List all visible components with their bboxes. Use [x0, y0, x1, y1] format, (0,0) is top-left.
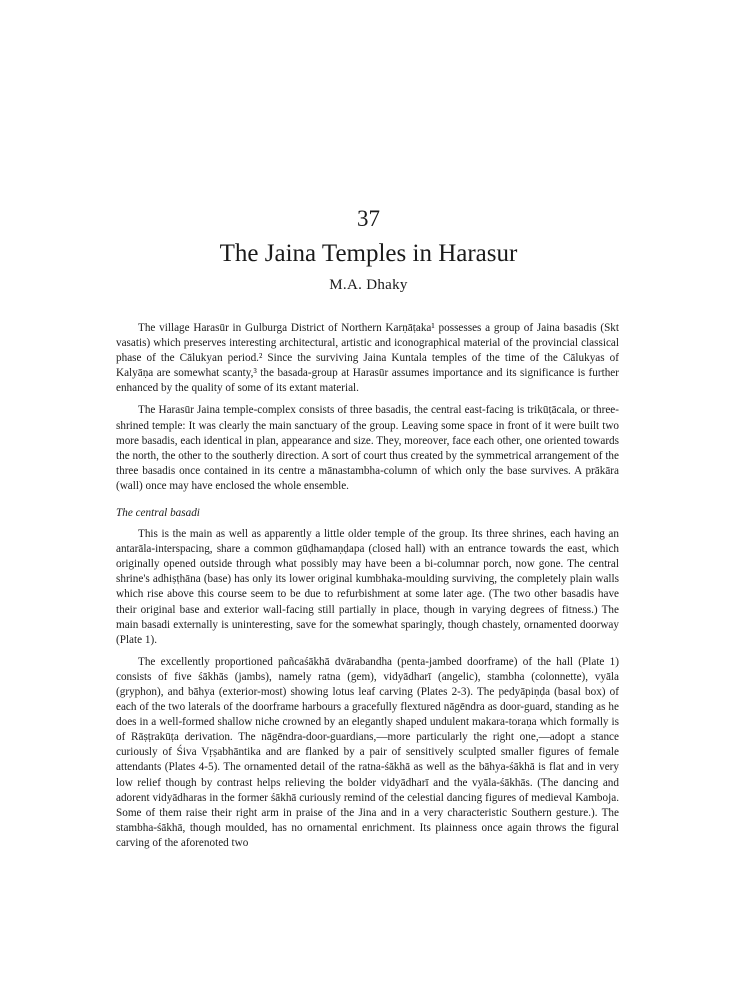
paragraph-doorframe: The excellently proportioned pañcaśākhā dvārabandha (penta-jambed doorframe) of the hall (Plate 1) consists of five śākhās (jambs), namely ratna (gem), vidyādharī (angelic), stambha (colonnette), vyāla (gryphon), and bāhya (exterior-most) showing lotus leaf carving (Plates 2-3). The pedyāpiṇḍa (basal box) of each of the two laterals of the doorframe harbours a gracefully flextured nāgēndra as door-guard, standing as he does in a well-formed shallow niche crowned by an elegantly shaped undulent makara-toraṇa which formally is of Rāṣṭrakūṭa derivation. The nāgēndra-door-guardians,—more particularly the right one,—adopt a stance curiously of Śiva Vṛṣabhāntika and are flanked by a pair of sensitively sculpted smaller figures of female attendants (Plates 4-5). The ornamented detail of the ratna-śākhā as well as the bāhya-śākhā is flat and in very low relief though by contrast helps relieving the bolder vidyādharī and the vyāla-śākhās. (The dancing and adorent vidyādharas in the former śākhā curiously remind of the celestial dancing figures of medieval Kamboja. Some of them raise their right arm in praise of the Jina and in a very characteristic Southern gesture.). The stambha-śākhā, though moulded, has no ornamental enrichment. Its plainness once again throws the figural carving of the aforenoted two: [116, 655, 619, 849]
section-heading: The central basadi: [116, 507, 200, 520]
author-name: M.A. Dhaky: [329, 277, 408, 293]
chapter-number: 37: [357, 206, 380, 231]
chapter-title: The Jaina Temples in Harasur: [219, 240, 518, 267]
paragraph-complex: The Harasūr Jaina temple-complex consists of three basadis, the central east-facing is trikūṭācala, or three-shrined temple: It was clearly the main sanctuary of the group. Leaving some space in front of it were built two more basadis, each identical in plan, appearance and size. They, moreover, face each other, one oriented towards the north, the other to the southerly direction. A sort of court thus created by the symmetrical arrangement of the three basadis once contained in its centre a mānastambha-column of which only the base survives. A prākāra (wall) once may have enclosed the whole ensemble.: [116, 404, 619, 492]
paragraph-intro: The village Harasūr in Gulburga District of Northern Karṇāṭaka¹ possesses a group of Jaina basadis (Skt vasatis) which preserves interesting architectural, artistic and iconographical material of the provincial classical phase of the Cālukyan period.² Since the surviving Jaina Kuntala temples of the time of the Cālukyas of Kalyāṇa are somewhat scanty,³ the basada-group at Harasūr assumes importance and its significance is further enhanced by the quality of some of its extant material.: [116, 322, 619, 395]
paragraph-central-basadi: This is the main as well as apparently a little older temple of the group. Its three shrines, each having an antarāla-interspacing, share a common gūḍhamaṇḍapa (closed hall) with an entrance towards the east, which originally opened outside through what possibly may have been a bi-columnar porch, now gone. The central shrine's adhiṣṭhāna (base) has only its lower original kumbhaka-moulding surviving, the completely plain walls which rise above this course seem to be due to refurbishment at some later age. (The two other basadis have their original base and exterior wall-facing still partially in place, though in varying degrees of fitness.) The main basadi externally is uninteresting, save for the somewhat sparingly, though chastely, ornamented doorway (Plate 1).: [116, 528, 619, 646]
article-body: [116, 321, 619, 851]
